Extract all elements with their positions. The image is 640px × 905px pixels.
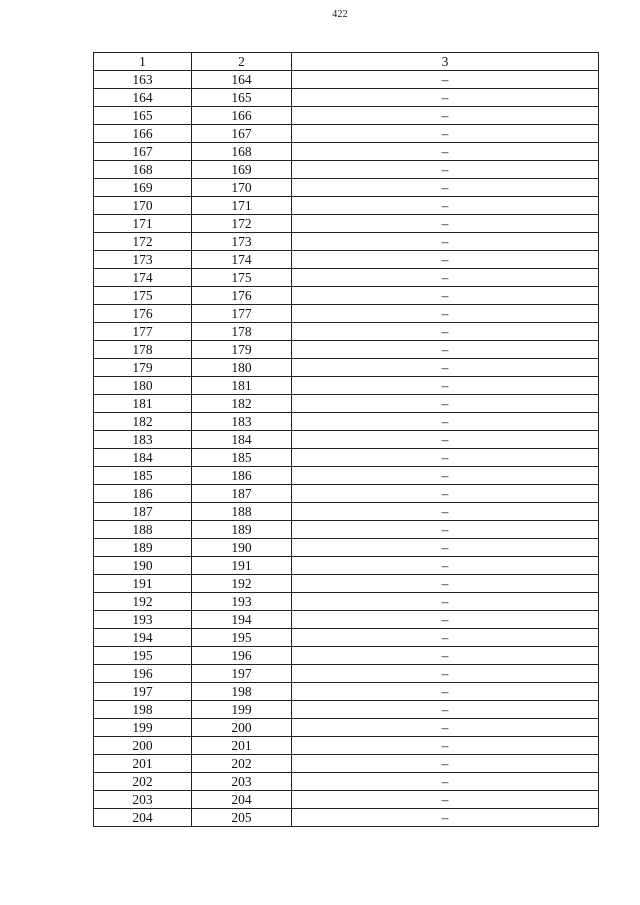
column-header-2: 2 bbox=[192, 53, 292, 71]
table-row bbox=[94, 647, 599, 665]
table-row bbox=[94, 485, 599, 503]
data-table bbox=[93, 52, 599, 827]
table-cell-col1: 173 bbox=[94, 251, 192, 269]
table-cell-col1: 176 bbox=[94, 305, 192, 323]
table-cell-col3: – bbox=[292, 719, 599, 737]
table-cell-col2: 166 bbox=[192, 107, 292, 125]
table-cell-col2: 192 bbox=[192, 575, 292, 593]
table-row bbox=[94, 215, 599, 233]
table-row bbox=[94, 629, 599, 647]
table-row bbox=[94, 305, 599, 323]
table-cell-col3: – bbox=[292, 431, 599, 449]
table-cell-col3: – bbox=[292, 467, 599, 485]
table-cell-col3: – bbox=[292, 233, 599, 251]
table-row bbox=[94, 701, 599, 719]
table-cell-col2: 178 bbox=[192, 323, 292, 341]
table-cell-col3: – bbox=[292, 629, 599, 647]
table-cell-col1: 177 bbox=[94, 323, 192, 341]
table-cell-col1: 197 bbox=[94, 683, 192, 701]
page-number: 422 bbox=[332, 9, 348, 20]
table-row bbox=[94, 665, 599, 683]
table-cell-col2: 186 bbox=[192, 467, 292, 485]
table-cell-col2: 183 bbox=[192, 413, 292, 431]
table-row bbox=[94, 125, 599, 143]
table-row bbox=[94, 809, 599, 827]
table-cell-col1: 175 bbox=[94, 287, 192, 305]
table-cell-col1: 199 bbox=[94, 719, 192, 737]
table-cell-col1: 194 bbox=[94, 629, 192, 647]
table-cell-col2: 201 bbox=[192, 737, 292, 755]
table-cell-col3: – bbox=[292, 197, 599, 215]
table-cell-col3: – bbox=[292, 575, 599, 593]
table-row bbox=[94, 377, 599, 395]
table-cell-col2: 191 bbox=[192, 557, 292, 575]
table-row bbox=[94, 233, 599, 251]
table-cell-col1: 193 bbox=[94, 611, 192, 629]
table-row bbox=[94, 791, 599, 809]
table-cell-col3: – bbox=[292, 647, 599, 665]
table-row bbox=[94, 593, 599, 611]
table-cell-col2: 189 bbox=[192, 521, 292, 539]
table-cell-col3: – bbox=[292, 593, 599, 611]
table-cell-col2: 195 bbox=[192, 629, 292, 647]
table-cell-col3: – bbox=[292, 269, 599, 287]
table-row bbox=[94, 467, 599, 485]
table-cell-col2: 202 bbox=[192, 755, 292, 773]
table-row bbox=[94, 323, 599, 341]
table-cell-col1: 178 bbox=[94, 341, 192, 359]
table-row bbox=[94, 503, 599, 521]
table-row bbox=[94, 161, 599, 179]
table-row bbox=[94, 341, 599, 359]
table-cell-col1: 167 bbox=[94, 143, 192, 161]
table-cell-col1: 204 bbox=[94, 809, 192, 827]
table-row bbox=[94, 737, 599, 755]
table-row bbox=[94, 107, 599, 125]
table-cell-col2: 167 bbox=[192, 125, 292, 143]
table-cell-col2: 194 bbox=[192, 611, 292, 629]
table-cell-col1: 192 bbox=[94, 593, 192, 611]
table-cell-col3: – bbox=[292, 377, 599, 395]
table-cell-col1: 200 bbox=[94, 737, 192, 755]
table-cell-col3: – bbox=[292, 125, 599, 143]
table-row bbox=[94, 611, 599, 629]
table-cell-col2: 188 bbox=[192, 503, 292, 521]
table-cell-col2: 184 bbox=[192, 431, 292, 449]
table-row bbox=[94, 89, 599, 107]
table-cell-col3: – bbox=[292, 755, 599, 773]
table-cell-col3: – bbox=[292, 359, 599, 377]
table-cell-col3: – bbox=[292, 809, 599, 827]
table-cell-col3: – bbox=[292, 485, 599, 503]
table-cell-col2: 193 bbox=[192, 593, 292, 611]
table-cell-col1: 203 bbox=[94, 791, 192, 809]
table-cell-col3: – bbox=[292, 539, 599, 557]
table-cell-col2: 203 bbox=[192, 773, 292, 791]
table-cell-col3: – bbox=[292, 323, 599, 341]
table-cell-col2: 164 bbox=[192, 71, 292, 89]
table-row bbox=[94, 395, 599, 413]
table-row bbox=[94, 557, 599, 575]
table-cell-col1: 182 bbox=[94, 413, 192, 431]
table-cell-col2: 197 bbox=[192, 665, 292, 683]
table-cell-col1: 189 bbox=[94, 539, 192, 557]
table-row bbox=[94, 719, 599, 737]
table-cell-col1: 163 bbox=[94, 71, 192, 89]
table-row bbox=[94, 431, 599, 449]
table-cell-col3: – bbox=[292, 611, 599, 629]
table-row bbox=[94, 143, 599, 161]
table-cell-col2: 200 bbox=[192, 719, 292, 737]
table-row bbox=[94, 71, 599, 89]
table-cell-col3: – bbox=[292, 449, 599, 467]
table-cell-col3: – bbox=[292, 737, 599, 755]
column-header-1: 1 bbox=[94, 53, 192, 71]
table-cell-col1: 184 bbox=[94, 449, 192, 467]
table-cell-col3: – bbox=[292, 683, 599, 701]
table-cell-col3: – bbox=[292, 503, 599, 521]
table-cell-col2: 179 bbox=[192, 341, 292, 359]
table-cell-col3: – bbox=[292, 287, 599, 305]
table-body bbox=[94, 71, 599, 827]
table-row bbox=[94, 269, 599, 287]
table-cell-col1: 195 bbox=[94, 647, 192, 665]
table-cell-col1: 180 bbox=[94, 377, 192, 395]
table-row bbox=[94, 179, 599, 197]
table-cell-col2: 170 bbox=[192, 179, 292, 197]
table-cell-col2: 182 bbox=[192, 395, 292, 413]
table-cell-col3: – bbox=[292, 143, 599, 161]
table-cell-col2: 165 bbox=[192, 89, 292, 107]
table-cell-col1: 183 bbox=[94, 431, 192, 449]
table-cell-col3: – bbox=[292, 179, 599, 197]
table-cell-col1: 170 bbox=[94, 197, 192, 215]
table-row bbox=[94, 773, 599, 791]
table-cell-col1: 168 bbox=[94, 161, 192, 179]
table-cell-col1: 166 bbox=[94, 125, 192, 143]
table-cell-col3: – bbox=[292, 107, 599, 125]
table-row bbox=[94, 683, 599, 701]
table-cell-col2: 185 bbox=[192, 449, 292, 467]
table-cell-col3: – bbox=[292, 791, 599, 809]
table-cell-col2: 175 bbox=[192, 269, 292, 287]
table-cell-col1: 191 bbox=[94, 575, 192, 593]
table-cell-col1: 190 bbox=[94, 557, 192, 575]
table-header bbox=[94, 53, 599, 71]
table-cell-col1: 198 bbox=[94, 701, 192, 719]
table-cell-col1: 165 bbox=[94, 107, 192, 125]
table-cell-col3: – bbox=[292, 215, 599, 233]
table-cell-col2: 204 bbox=[192, 791, 292, 809]
table-cell-col3: – bbox=[292, 89, 599, 107]
table-cell-col1: 202 bbox=[94, 773, 192, 791]
table-cell-col2: 174 bbox=[192, 251, 292, 269]
table-row bbox=[94, 539, 599, 557]
table-cell-col1: 172 bbox=[94, 233, 192, 251]
header-row bbox=[94, 53, 599, 71]
table-cell-col1: 196 bbox=[94, 665, 192, 683]
table-cell-col2: 177 bbox=[192, 305, 292, 323]
table-cell-col1: 181 bbox=[94, 395, 192, 413]
table-cell-col2: 180 bbox=[192, 359, 292, 377]
table-cell-col2: 196 bbox=[192, 647, 292, 665]
table-cell-col2: 173 bbox=[192, 233, 292, 251]
table-row bbox=[94, 575, 599, 593]
table-cell-col1: 169 bbox=[94, 179, 192, 197]
table-cell-col2: 199 bbox=[192, 701, 292, 719]
table-cell-col3: – bbox=[292, 395, 599, 413]
table-cell-col3: – bbox=[292, 251, 599, 269]
table-cell-col1: 179 bbox=[94, 359, 192, 377]
column-header-3: 3 bbox=[292, 53, 599, 71]
table-cell-col3: – bbox=[292, 71, 599, 89]
table-cell-col3: – bbox=[292, 773, 599, 791]
table-cell-col1: 164 bbox=[94, 89, 192, 107]
table-cell-col3: – bbox=[292, 305, 599, 323]
table-cell-col2: 187 bbox=[192, 485, 292, 503]
table-cell-col1: 171 bbox=[94, 215, 192, 233]
table-row bbox=[94, 413, 599, 431]
table-cell-col3: – bbox=[292, 521, 599, 539]
table-cell-col3: – bbox=[292, 665, 599, 683]
table-cell-col2: 205 bbox=[192, 809, 292, 827]
table-cell-col2: 171 bbox=[192, 197, 292, 215]
table-cell-col2: 198 bbox=[192, 683, 292, 701]
table-cell-col1: 187 bbox=[94, 503, 192, 521]
table-cell-col2: 172 bbox=[192, 215, 292, 233]
table-row bbox=[94, 521, 599, 539]
table-cell-col1: 201 bbox=[94, 755, 192, 773]
table-cell-col2: 176 bbox=[192, 287, 292, 305]
table-cell-col3: – bbox=[292, 161, 599, 179]
table-cell-col1: 174 bbox=[94, 269, 192, 287]
table-cell-col3: – bbox=[292, 701, 599, 719]
table-cell-col2: 181 bbox=[192, 377, 292, 395]
table-row bbox=[94, 251, 599, 269]
table-row bbox=[94, 755, 599, 773]
table-cell-col2: 169 bbox=[192, 161, 292, 179]
table-cell-col2: 190 bbox=[192, 539, 292, 557]
table-cell-col3: – bbox=[292, 341, 599, 359]
table-row bbox=[94, 359, 599, 377]
table-cell-col3: – bbox=[292, 557, 599, 575]
table-cell-col1: 188 bbox=[94, 521, 192, 539]
table-cell-col1: 185 bbox=[94, 467, 192, 485]
table-row bbox=[94, 197, 599, 215]
table-cell-col2: 168 bbox=[192, 143, 292, 161]
table-row bbox=[94, 287, 599, 305]
table-cell-col3: – bbox=[292, 413, 599, 431]
table-cell-col1: 186 bbox=[94, 485, 192, 503]
table-row bbox=[94, 449, 599, 467]
